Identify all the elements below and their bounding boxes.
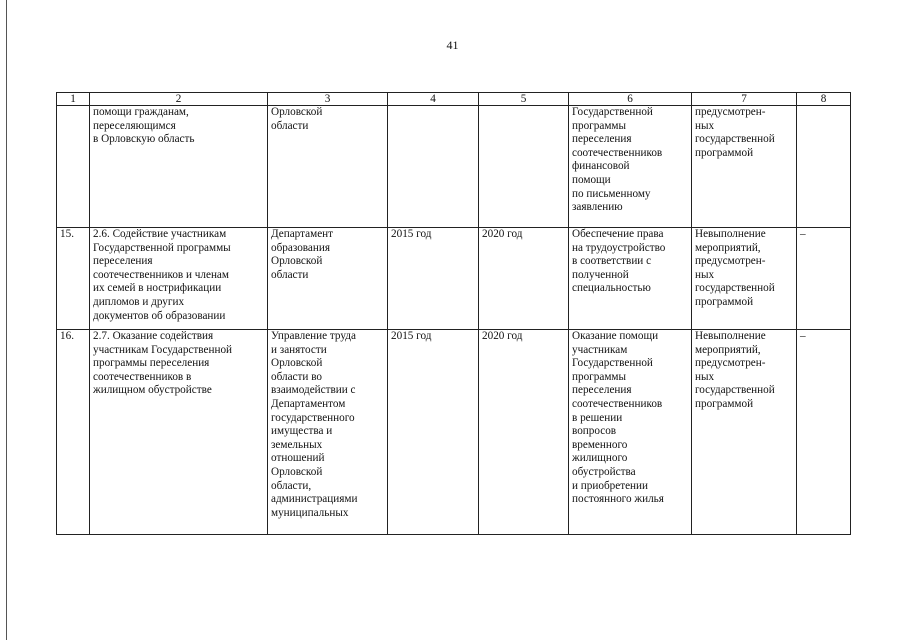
start-year-cell: 2015 год: [388, 228, 479, 330]
result-cell: Оказание помощи участникам Государственной программы переселения соотечественников в решении вопросов временного жилищного обустройства и приобретении постоянного жилья: [569, 330, 692, 535]
row-number: 16.: [57, 330, 90, 535]
column-header-3: 3: [268, 93, 388, 106]
start-year-cell: [388, 106, 479, 228]
result-cell: Государственной программы переселения соотечественников финансовой помощи по письменному заявлению: [569, 106, 692, 228]
table-row-15: [57, 228, 851, 330]
column-header-2: 2: [90, 93, 268, 106]
end-year-cell: 2020 год: [479, 330, 569, 535]
column-header-1: 1: [57, 93, 90, 106]
page-edge-line: [6, 0, 7, 640]
result-cell: Обеспечение права на трудоустройство в соответствии с полученной специальностью: [569, 228, 692, 330]
consequences-cell: предусмотрен- ных государственной программой: [692, 106, 797, 228]
link-cell: –: [797, 228, 851, 330]
column-header-5: 5: [479, 93, 569, 106]
consequences-cell: Невыполнение мероприятий, предусмотрен- ных государственной программой: [692, 228, 797, 330]
table-header-row: [57, 93, 851, 106]
start-year-cell: 2015 год: [388, 330, 479, 535]
end-year-cell: 2020 год: [479, 228, 569, 330]
page-number: 41: [446, 38, 459, 52]
end-year-cell: [479, 106, 569, 228]
executor-cell: Орловской области: [268, 106, 388, 228]
measure-cell: помощи гражданам, переселяющимся в Орловскую область: [90, 106, 268, 228]
column-header-6: 6: [569, 93, 692, 106]
column-header-8: 8: [797, 93, 851, 106]
column-header-7: 7: [692, 93, 797, 106]
link-cell: –: [797, 330, 851, 535]
measures-table: [56, 92, 851, 535]
table-row-continued: [57, 106, 851, 228]
consequences-cell: Невыполнение мероприятий, предусмотрен- ных государственной программой: [692, 330, 797, 535]
measure-cell: 2.6. Содействие участникам Государственной программы переселения соотечественников и членам их семей в нострификации дипломов и других документов об образовании: [90, 228, 268, 330]
row-number: 15.: [57, 228, 90, 330]
measure-cell: 2.7. Оказание содействия участникам Государственной программы переселения соотечественников в жилищном обустройстве: [90, 330, 268, 535]
table-row-16: [57, 330, 851, 535]
row-number: [57, 106, 90, 228]
column-header-4: 4: [388, 93, 479, 106]
executor-cell: Управление труда и занятости Орловской области во взаимодействии с Департаментом государственного имущества и земельных отношений Орловской области, администрациями муниципальных: [268, 330, 388, 535]
executor-cell: Департамент образования Орловской области: [268, 228, 388, 330]
link-cell: [797, 106, 851, 228]
